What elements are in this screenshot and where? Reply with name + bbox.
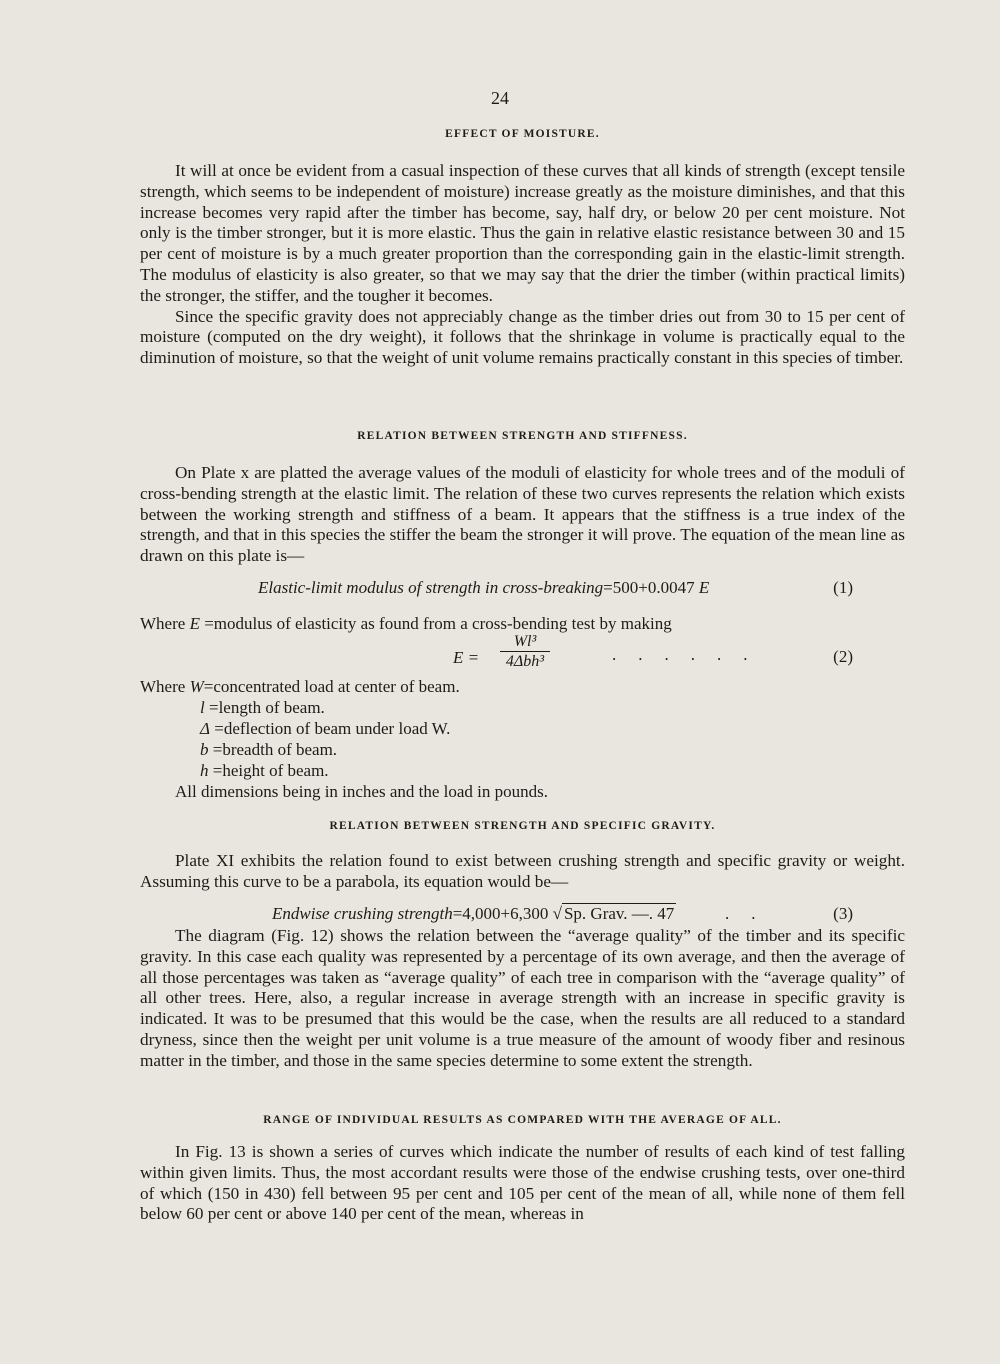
eq3-dots: .. — [725, 904, 778, 923]
def-h-text: =height of beam. — [208, 761, 329, 780]
where-e-text: =modulus of elasticity as found from a cross-bending test by making — [199, 614, 672, 633]
def-delta — [140, 718, 905, 739]
eq1-lhs: Elastic-limit modulus of strength in cross-breaking — [258, 578, 604, 597]
def-h-var: h — [200, 761, 209, 780]
paragraph-moisture-2: Since the specific gravity does not appreciably change as the timber dries out from 30 to 15 per cent of moisture (computed on the dry weight), it follows that the shrinkage in volume is practically equal to the diminution of moisture, so that the weight of unit volume remains practically constant in this species of timber. — [140, 306, 905, 368]
section-stiffness — [140, 430, 905, 442]
section-gravity — [140, 820, 905, 832]
eq2-dots: ...... — [612, 645, 770, 664]
eq1-var: E — [698, 578, 710, 597]
eq3-number: (3) — [833, 904, 853, 923]
paragraph-gravity-1: Plate XI exhibits the relation found to exist between crushing strength and specific gravity or weight. Assuming this curve to be a parabola, its equation would be— — [140, 851, 905, 891]
definitions-list — [140, 676, 905, 802]
paragraph-range-1: In Fig. 13 is shown a series of curves which indicate the number of results of each kind of test falling within given limits. Thus, the most accordant results were those of the endwise crushing tests, over one-third of which (150 in 430) fell between 95 per cent and 105 per cent of the mean of all, while none of them fell below 60 per cent or above 140 per cent of the mean, whereas in — [140, 1142, 905, 1224]
eq2-numerator: Wl³ — [500, 633, 550, 652]
def-w-text: =concentrated load at center of beam. — [203, 677, 460, 696]
dims-note: All dimensions being in inches and the load in pounds. — [175, 782, 549, 801]
def-h — [140, 760, 905, 781]
stiffness-body — [140, 463, 905, 567]
page-number: 24 — [491, 88, 509, 108]
paragraph-moisture-1: It will at once be evident from a casual inspection of these curves that all kinds of strength (except tensile strength, which seems to be independent of moisture) increase greatly as the moisture diminishes, and that this increase becomes very rapid after the timber has become, say, half dry, or below 20 per cent moisture. Not only is the timber stronger, but it is more elastic. Thus the gain in relative elastic resistance between 30 and 15 per cent of moisture is by a much greater proportion than the corresponding gain in the elastic-limit strength. The modulus of elasticity is also greater, so that we may say that the drier the timber (within practical limits) the stronger, the stiffer, and the tougher it becomes. — [140, 161, 905, 305]
def-b-var: b — [200, 740, 209, 759]
eq2-lhs: E = — [453, 648, 480, 667]
heading-moisture: EFFECT OF MOISTURE. — [445, 128, 600, 140]
equation-3 — [140, 904, 905, 928]
def-b-text: =breadth of beam. — [208, 740, 338, 759]
def-delta-var: Δ — [200, 719, 210, 738]
def-l-var: l — [200, 698, 205, 717]
eq2-denominator: 4Δbh³ — [505, 653, 545, 670]
paragraph-stiffness-1: On Plate x are platted the average values of the moduli of elasticity for whole trees and of the moduli of cross-bending strength at the elastic limit. The relation of these two curves represents the relation which exists between the working strength and stiffness of a beam. It appears that the stiffness is a true index of the strength, and that in this species the stiffer the beam the stronger it will prove. The equation of the mean line as drawn on this plate is— — [140, 463, 905, 566]
def-delta-text: =deflection of beam under load W. — [209, 719, 451, 738]
eq1-number: (1) — [833, 578, 853, 597]
section-range — [140, 1114, 905, 1126]
where-e-line — [140, 613, 905, 634]
equation-1 — [140, 578, 905, 602]
def-w-prefix: Where — [140, 677, 190, 696]
gravity-body — [140, 851, 905, 893]
eq3-lhs: Endwise crushing strength — [272, 904, 453, 923]
eq3-radicand: Sp. Grav. —. 47 — [563, 904, 675, 923]
def-w-var: W — [189, 677, 204, 696]
def-w — [140, 676, 905, 697]
heading-stiffness: RELATION BETWEEN STRENGTH AND STIFFNESS. — [357, 430, 688, 442]
eq3-rhs: =4,000+6,300 √ — [452, 904, 562, 923]
heading-range: RANGE OF INDIVIDUAL RESULTS AS COMPARED WITH THE AVERAGE OF ALL. — [263, 1114, 782, 1126]
eq1-rhs: =500+0.0047 — [603, 578, 699, 597]
def-l — [140, 697, 905, 718]
range-body — [140, 1142, 905, 1225]
section-moisture — [140, 128, 905, 140]
where-e-prefix: Where — [140, 614, 190, 633]
def-b — [140, 739, 905, 760]
where-e-var: E — [189, 614, 200, 633]
def-l-text: =length of beam. — [204, 698, 325, 717]
gravity-body-2 — [140, 926, 905, 1072]
heading-gravity: RELATION BETWEEN STRENGTH AND SPECIFIC GRAVITY. — [329, 820, 716, 832]
paragraph-gravity-2: The diagram (Fig. 12) shows the relation between the “average quality” of the timber and its specific gravity. In this case each quality was represented by a percentage of its own average, and then the average of all those percentages was taken as “average quality” of each tree in comparison with the “average quality” of all other trees. Here, also, a regular increase in average strength with an increase in specific gravity is indicated. It was to be presumed that this would be the case, when the results are all reduced to a standard dryness, since then the weight per unit volume is a true measure of the amount of woody fiber and resinous matter in the timber, and those in the same species determine to some extent the strength. — [140, 926, 905, 1070]
moisture-body — [140, 161, 905, 369]
eq2-number: (2) — [833, 647, 853, 666]
equation-2 — [140, 633, 905, 681]
